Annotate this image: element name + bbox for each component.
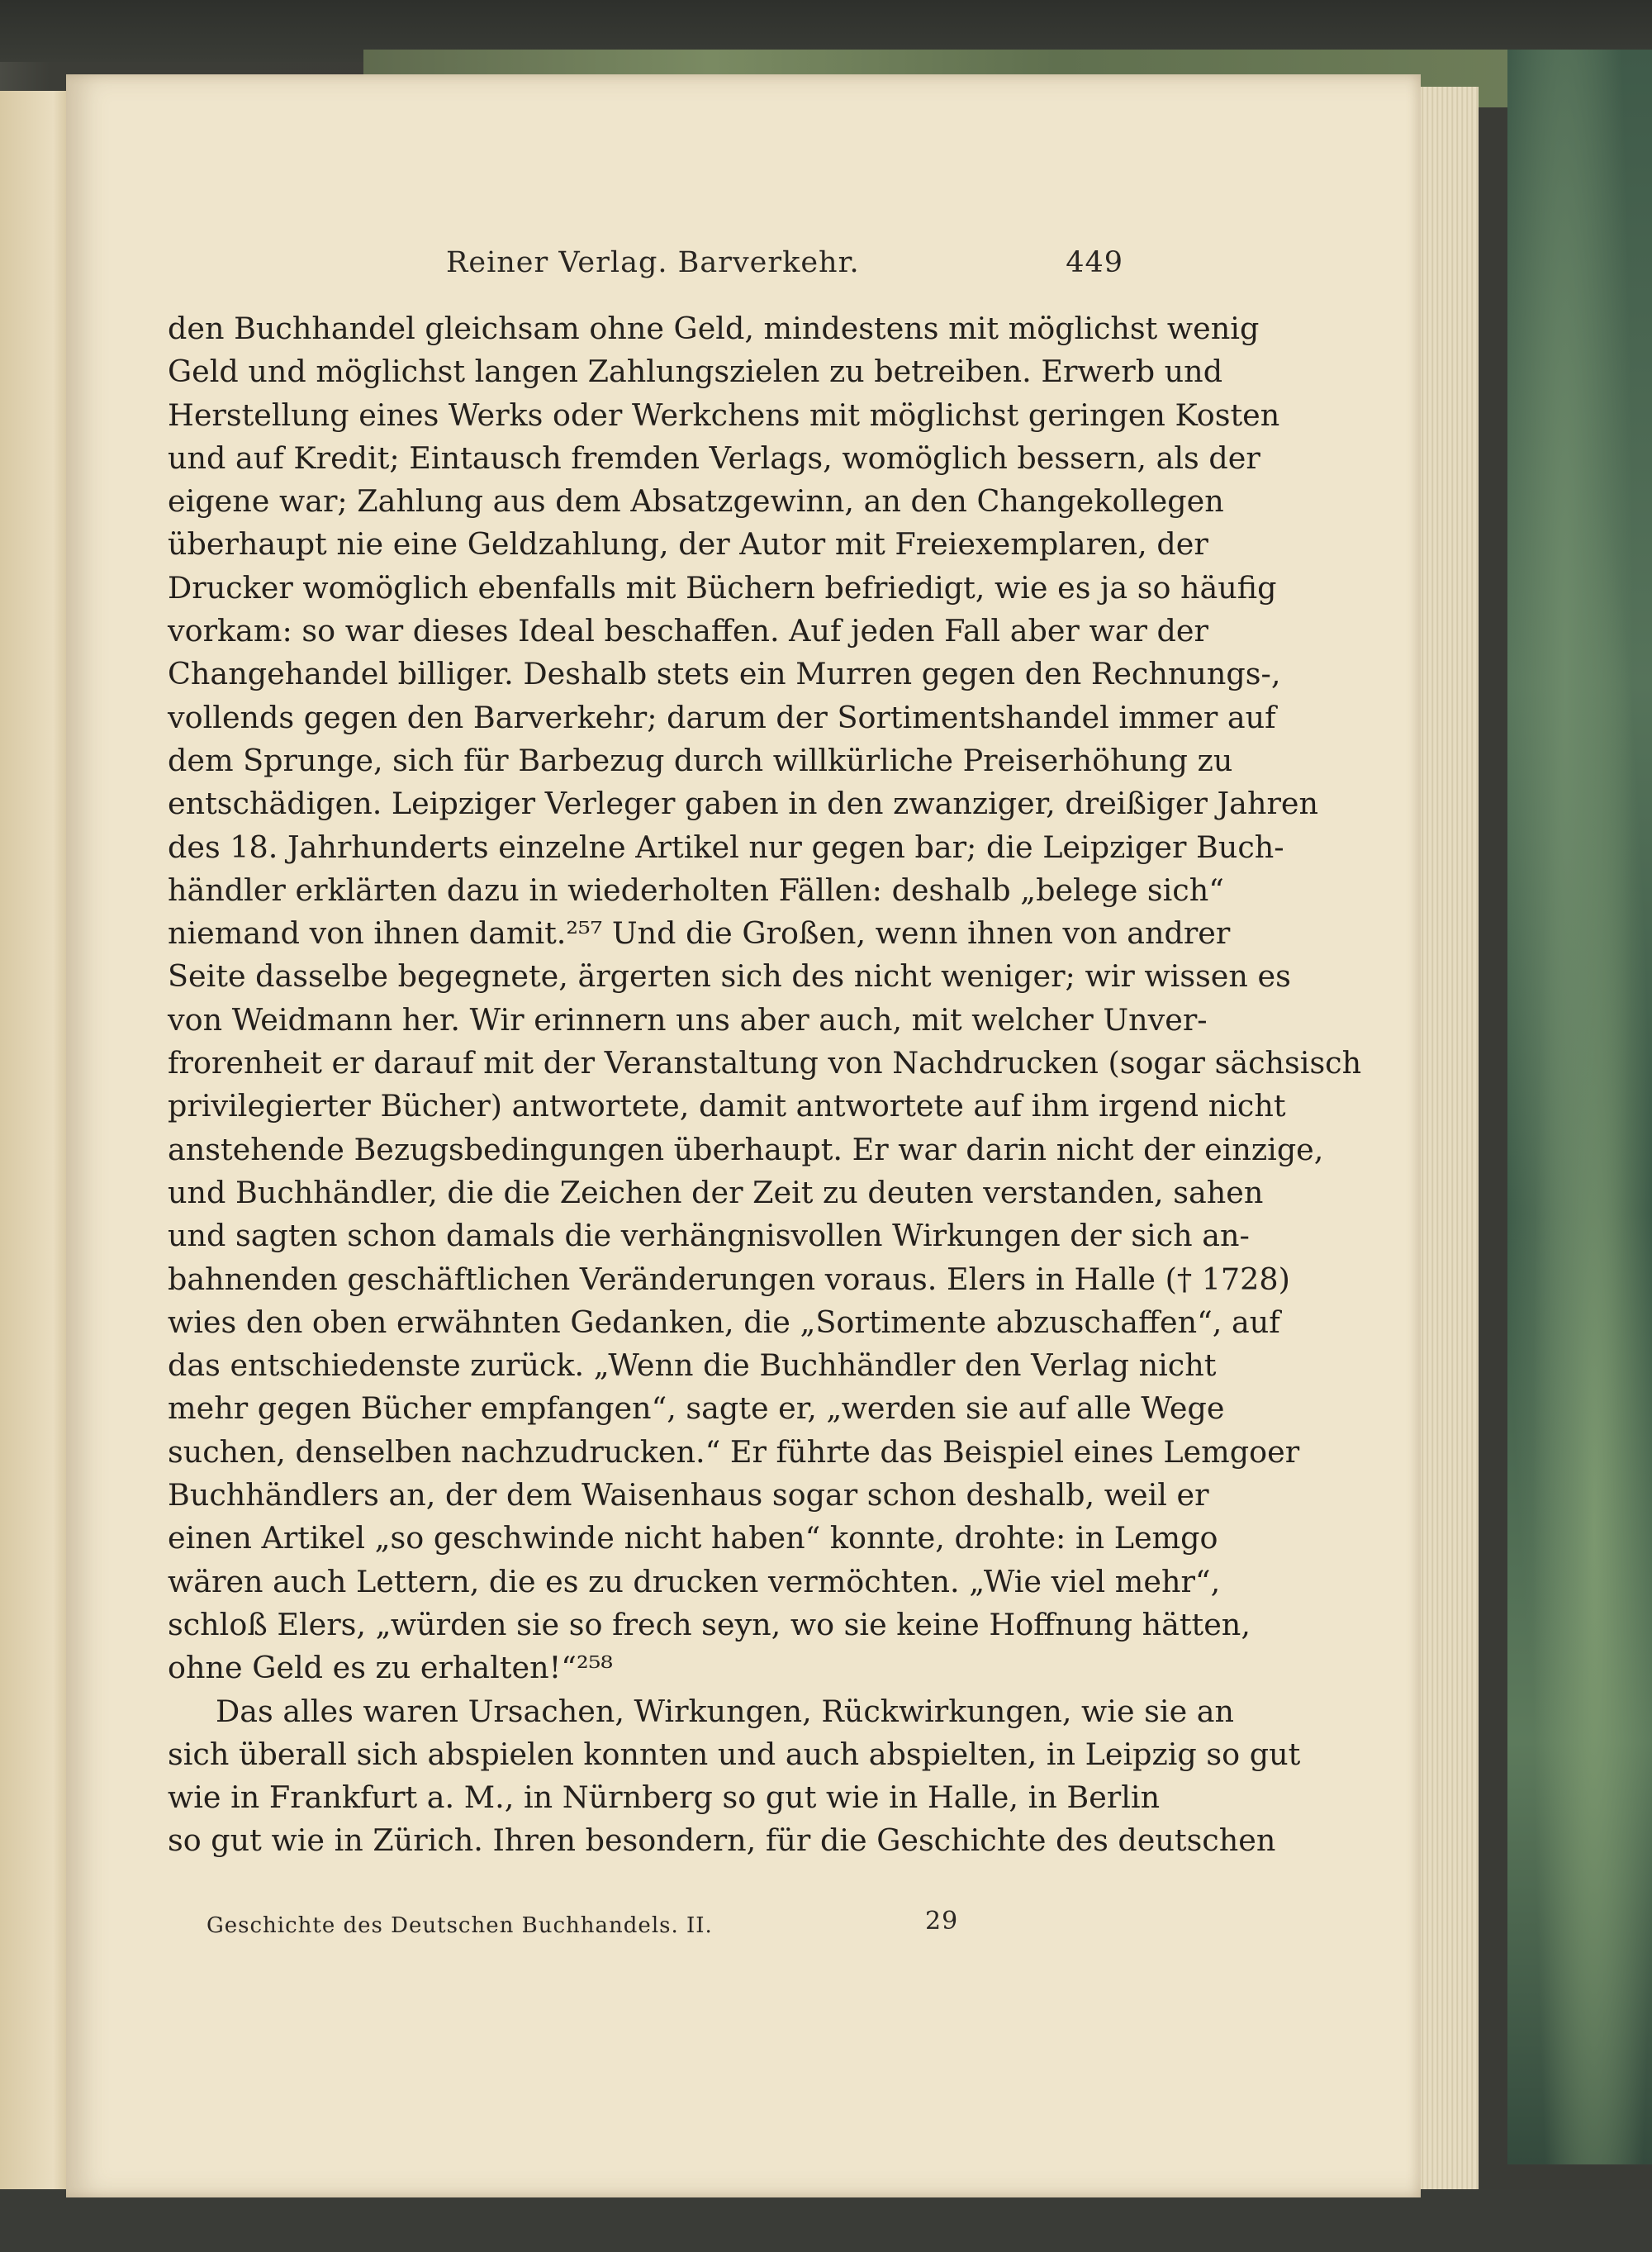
text-line: Seite dasselbe begegnete, ärgerten sich des nicht weniger; wir wissen es bbox=[168, 958, 1291, 995]
text-line: überhaupt nie eine Geldzahlung, der Autor mit Freiexemplaren, der bbox=[168, 526, 1208, 563]
text-line: einen Artikel „so geschwinde nicht haben“ konnte, drohte: in Lemgo bbox=[168, 1520, 1218, 1556]
facing-page-edge bbox=[0, 91, 76, 2189]
text-line: entschädigen. Leipziger Verleger gaben in den zwanziger, dreißiger Jahren bbox=[168, 786, 1319, 822]
page-number: 449 bbox=[1066, 246, 1123, 279]
text-line: den Buchhandel gleichsam ohne Geld, mindestens mit möglichst wenig bbox=[168, 311, 1260, 346]
text-line: sich überall sich abspielen konnten und auch abspielten, in Leipzig so gut bbox=[168, 1736, 1301, 1772]
running-header bbox=[165, 246, 1123, 287]
text-line: eigene war; Zahlung aus dem Absatzgewinn, an den Changekollegen bbox=[168, 483, 1224, 520]
text-line: suchen, denselben nachzudrucken.“ Er führte das Beispiel eines Lemgoer bbox=[168, 1433, 1300, 1470]
text-line: bahnenden geschäftlichen Veränderungen voraus. Elers in Halle († 1728) bbox=[168, 1261, 1290, 1297]
text-line: Geld und möglichst langen Zahlungszielen zu betreiben. Erwerb und bbox=[168, 354, 1223, 390]
text-line: dem Sprunge, sich für Barbezug durch willkürliche Preiserhöhung zu bbox=[168, 742, 1233, 778]
body-text bbox=[168, 307, 1362, 1863]
text-line: und auf Kredit; Eintausch fremden Verlags, womöglich bessern, als der bbox=[168, 439, 1260, 476]
bottom-shadow bbox=[0, 2189, 1652, 2252]
text-line: wie in Frankfurt a. M., in Nürnberg so gut wie in Halle, in Berlin bbox=[168, 1779, 1161, 1816]
text-line: niemand von ihnen damit.²⁵⁷ Und die Großen, wenn ihnen von andrer bbox=[168, 915, 1231, 952]
text-line: das entschiedenste zurück. „Wenn die Buchhändler den Verlag nicht bbox=[168, 1347, 1217, 1384]
footer-book-title: Geschichte des Deutschen Buchhandels. II. bbox=[206, 1913, 713, 1938]
running-title: Reiner Verlag. Barverkehr. bbox=[446, 246, 860, 279]
text-line: anstehende Bezugsbedingungen überhaupt. Er war darin nicht der einzige, bbox=[168, 1131, 1324, 1167]
text-line: schloß Elers, „würden sie so frech seyn, wo sie keine Hoffnung hätten, bbox=[168, 1606, 1251, 1642]
text-line: von Weidmann her. Wir erinnern uns aber auch, mit welcher Unver- bbox=[168, 1001, 1208, 1038]
text-line: Buchhändlers an, der dem Waisenhaus sogar schon deshalb, weil er bbox=[168, 1477, 1209, 1513]
text-line: ohne Geld es zu erhalten!“²⁵⁸ bbox=[168, 1650, 613, 1686]
text-line: händler erklärten dazu in wiederholten Fällen: deshalb „belege sich“ bbox=[168, 872, 1224, 908]
text-line: mehr gegen Bücher empfangen“, sagte er, „werden sie auf alle Wege bbox=[168, 1390, 1225, 1427]
text-line: vollends gegen den Barverkehr; darum der Sortimentshandel immer auf bbox=[168, 699, 1276, 735]
marbled-cover-right bbox=[1507, 50, 1652, 2164]
text-line: Das alles waren Ursachen, Wirkungen, Rückwirkungen, wie sie an bbox=[216, 1693, 1235, 1729]
text-line: Herstellung eines Werks oder Werkchens mit möglichst geringen Kosten bbox=[168, 397, 1280, 433]
text-line: so gut wie in Zürich. Ihren besondern, für die Geschichte des deutschen bbox=[168, 1822, 1276, 1859]
sheet-signature: 29 bbox=[925, 1907, 959, 1936]
text-line: privilegierter Bücher) antwortete, damit antwortete auf ihm irgend nicht bbox=[168, 1088, 1286, 1124]
text-line: und Buchhändler, die die Zeichen der Zeit zu deuten verstanden, sahen bbox=[168, 1174, 1264, 1210]
text-line: wären auch Lettern, die es zu drucken vermöchten. „Wie viel mehr“, bbox=[168, 1563, 1221, 1599]
page-footer bbox=[206, 1907, 983, 1946]
text-line: Drucker womöglich ebenfalls mit Büchern befriedigt, wie es ja so häufig bbox=[168, 569, 1277, 606]
text-line: wies den oben erwähnten Gedanken, die „Sortimente abzuschaffen“, auf bbox=[168, 1304, 1280, 1340]
text-line: des 18. Jahrhunderts einzelne Artikel nur gegen bar; die Leipziger Buch- bbox=[168, 829, 1284, 865]
text-line: Changehandel billiger. Deshalb stets ein Murren gegen den Rechnungs-, bbox=[168, 656, 1281, 692]
text-line: vorkam: so war dieses Ideal beschaffen. Auf jeden Fall aber war der bbox=[168, 613, 1208, 649]
text-line: frorenheit er darauf mit der Veranstaltung von Nachdrucken (sogar sächsisch bbox=[168, 1045, 1362, 1081]
text-line: und sagten schon damals die verhängnisvollen Wirkungen der sich an- bbox=[168, 1218, 1250, 1254]
